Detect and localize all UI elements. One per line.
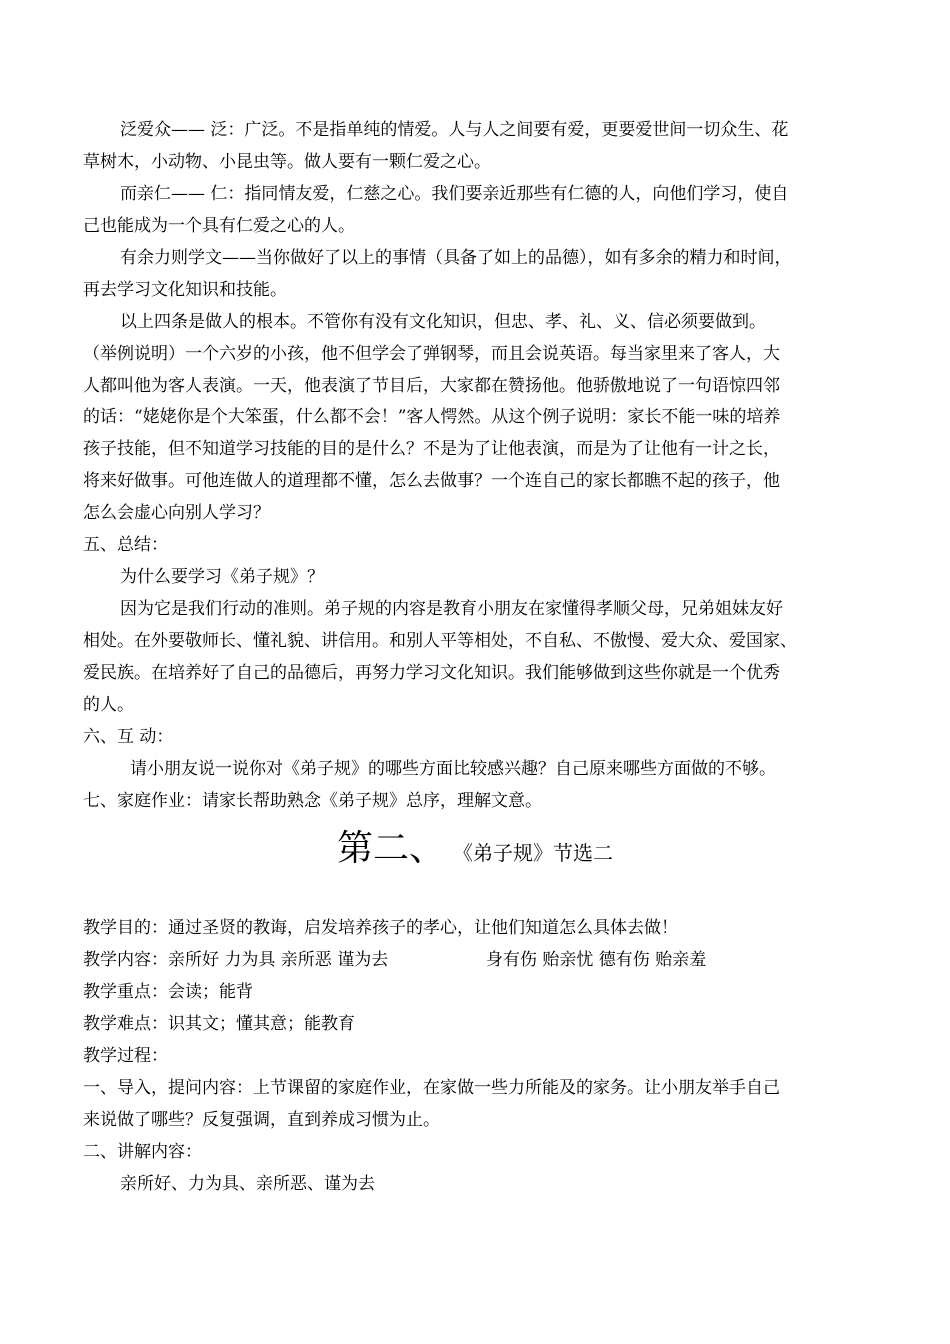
paragraph-line: 己也能成为一个具有仁爱之心的人。 [83, 216, 355, 236]
paragraph-line: 孩子技能，但不知道学习技能的目的是什么？不是为了让他表演，而是为了让他有一计之长， [83, 439, 780, 459]
paragraph-line: 人都叫他为客人表演。一天，他表演了节目后，大家都在赞扬他。他骄傲地说了一句语惊四邻 [83, 376, 780, 396]
teaching-goal: 教学目的：通过圣贤的教诲，启发培养孩子的孝心，让他们知道怎么具体去做！ [83, 918, 678, 938]
paragraph-line: 泛爱众—— 泛：广泛。不是指单纯的情爱。人与人之间要有爱，更要爱世间一切众生、花 [120, 120, 789, 140]
summary-question: 为什么要学习《弟子规》？ [120, 567, 324, 587]
teaching-content: 教学内容：亲所好 力为具 亲所恶 谨为去 [83, 950, 389, 970]
paragraph-line: 再去学习文化知识和技能。 [83, 280, 287, 300]
paragraph-line: （举例说明）一个六岁的小孩，他不但学会了弹钢琴，而且会说英语。每当家里来了客人，大 [83, 344, 780, 364]
paragraph-line: 来说做了哪些？反复强调，直到养成习惯为止。 [83, 1110, 440, 1130]
paragraph-line: 怎么会虚心向别人学习？ [83, 503, 270, 523]
lesson-number: 第二、 [336, 828, 445, 869]
teaching-key-points: 教学重点：会读；能背 [83, 982, 253, 1002]
interaction-text: 请小朋友说一说你对《弟子规》的哪些方面比较感兴趣？自己原来哪些方面做的不够。 [130, 759, 776, 779]
section-title-interaction: 六、互 动： [83, 727, 174, 747]
lesson-title: 《弟子规》节选二 [463, 841, 613, 865]
homework-text: 七、家庭作业：请家长帮助熟念《弟子规》总序，理解文意。 [83, 791, 542, 811]
paragraph-line: 的人。 [83, 695, 134, 715]
paragraph-line: 草树木，小动物、小昆虫等。做人要有一颗仁爱之心。 [83, 152, 491, 172]
paragraph-line: 而亲仁—— 仁：指同情友爱，仁慈之心。我们要亲近那些有仁德的人，向他们学习，使自 [120, 184, 789, 204]
paragraph-line: 一、导入，提问内容：上节课留的家庭作业，在家做一些力所能及的家务。让小朋友举手自己 [83, 1078, 780, 1098]
lesson-heading [0, 820, 950, 871]
paragraph-line: 因为它是我们行动的准则。弟子规的内容是教育小朋友在家懂得孝顺父母，兄弟姐妹友好 [120, 599, 783, 619]
teaching-content-extra: 身有伤 贻亲忧 德有伤 贻亲羞 [486, 950, 707, 970]
paragraph-line: 以上四条是做人的根本。不管你有没有文化知识，但忠、孝、礼、义、信必须要做到。 [120, 312, 766, 332]
paragraph-line: 有余力则学文——当你做好了以上的事情（具备了如上的品德），如有多余的精力和时间， [120, 248, 792, 268]
section-title-explanation: 二、讲解内容： [83, 1142, 202, 1162]
paragraph-line: 的话：“姥姥你是个大笨蛋，什么都不会！”客人愕然。从这个例子说明：家长不能一味的培养 [83, 407, 781, 427]
paragraph-line: 将来好做事。可他连做人的道理都不懂，怎么去做事？一个连自己的家长都瞧不起的孩子，他 [83, 471, 780, 491]
paragraph-line: 爱民族。在培养好了自己的品德后，再努力学习文化知识。我们能够做到这些你就是一个优秀 [83, 663, 780, 683]
section-title-summary: 五、总结： [83, 535, 168, 555]
teaching-difficulties: 教学难点：识其文；懂其意；能教育 [83, 1014, 355, 1034]
teaching-process: 教学过程： [83, 1046, 168, 1066]
paragraph-line: 相处。在外要敬师长、懂礼貌、讲信用。和别人平等相处，不自私、不傲慢、爱大众、爱国家、 [83, 631, 797, 651]
explanation-line: 亲所好、力为具、亲所恶、谨为去 [120, 1174, 375, 1194]
